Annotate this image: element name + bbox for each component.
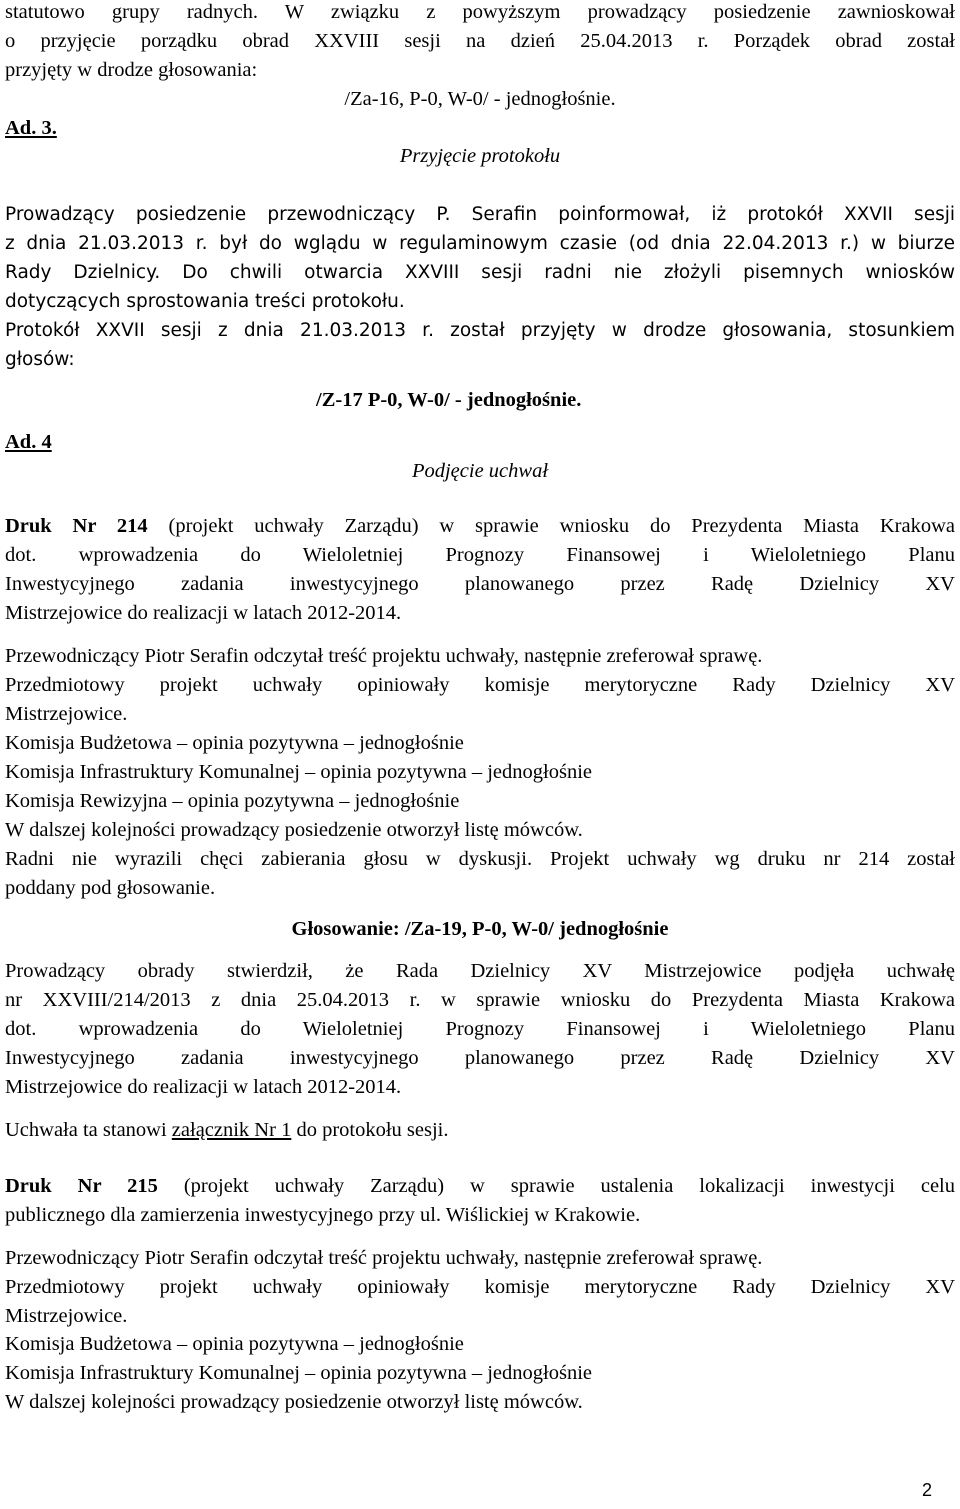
vote-result: /Z-17 P-0, W-0/ - jednogłośnie. — [316, 389, 582, 411]
text-span: do protokołu sesji. — [291, 1119, 449, 1141]
text-span: Uchwała ta stanowi — [5, 1119, 172, 1141]
section-heading-ad-3: Ad. 3. — [5, 117, 57, 139]
page-number: 2 — [921, 1480, 932, 1500]
druk-description: (projekt uchwały Zarządu) w sprawie wniosku do Prezydenta Miasta Krakowa — [147, 515, 955, 537]
paragraph-line — [5, 512, 955, 541]
paragraph-line: Protokół XXVII sesji z dnia 21.03.2013 r. został przyjęty w drodze głosowania, stosunkiem — [5, 320, 955, 341]
vote-result: Głosowanie: /Za-19, P-0, W-0/ jednogłośnie — [291, 918, 669, 940]
paragraph-line: statutowo grupy radnych. W związku z powyższym prowadzący posiedzenie zawnioskował — [5, 1, 955, 23]
paragraph-line — [5, 1116, 955, 1145]
paragraph-line: Inwestycyjnego zadania inwestycyjnego planowanego przez Radę Dzielnicy XV — [5, 573, 955, 595]
paragraph-line: Przedmiotowy projekt uchwały opiniowały komisje merytoryczne Rady Dzielnicy XV — [5, 1276, 955, 1298]
section-title: Podjęcie uchwał — [411, 460, 549, 482]
druk-number: Druk Nr 214 — [5, 515, 148, 537]
paragraph-line: głosów: — [5, 349, 75, 370]
paragraph-line: poddany pod głosowanie. — [5, 877, 216, 899]
commission-opinion: Komisja Budżetowa – opinia pozytywna – jednogłośnie — [5, 1333, 464, 1355]
paragraph-line: o przyjęcie porządku obrad XXVIII sesji na dzień 25.04.2013 r. Porządek obrad został — [5, 30, 955, 52]
paragraph-line: Przedmiotowy projekt uchwały opiniowały komisje merytoryczne Rady Dzielnicy XV — [5, 674, 955, 696]
attachment-reference: załącznik Nr 1 — [171, 1119, 292, 1141]
commission-opinion: Komisja Budżetowa – opinia pozytywna – jednogłośnie — [5, 732, 464, 754]
paragraph-line: dot. wprowadzenia do Wieloletniej Prognozy Finansowej i Wieloletniego Planu — [5, 544, 955, 566]
commission-opinion: Komisja Infrastruktury Komunalnej – opinia pozytywna – jednogłośnie — [5, 1362, 592, 1384]
paragraph-line: Prowadzący posiedzenie przewodniczący P. Serafin poinformował, iż protokół XXVII sesji — [5, 204, 955, 225]
paragraph-line: Mistrzejowice do realizacji w latach 2012-2014. — [5, 602, 402, 624]
paragraph-line: Mistrzejowice do realizacji w latach 2012-2014. — [5, 1076, 402, 1098]
paragraph-line: Inwestycyjnego zadania inwestycyjnego planowanego przez Radę Dzielnicy XV — [5, 1047, 955, 1069]
paragraph-line — [5, 1172, 955, 1201]
paragraph-line: przyjęty w drodze głosowania: — [5, 59, 258, 81]
paragraph-line: W dalszej kolejności prowadzący posiedzenie otworzył listę mówców. — [5, 1391, 583, 1413]
section-heading-ad-4: Ad. 4 — [5, 431, 52, 453]
paragraph-line: dotyczących sprostowania treści protokołu. — [5, 291, 405, 312]
vote-result: /Za-16, P-0, W-0/ - jednogłośnie. — [344, 88, 616, 110]
paragraph-line: Mistrzejowice. — [5, 703, 128, 725]
paragraph-line: W dalszej kolejności prowadzący posiedzenie otworzył listę mówców. — [5, 819, 583, 841]
paragraph-line: dot. wprowadzenia do Wieloletniej Prognozy Finansowej i Wieloletniego Planu — [5, 1018, 955, 1040]
druk-description: (projekt uchwały Zarządu) w sprawie ustalenia lokalizacji inwestycji celu — [157, 1175, 955, 1197]
paragraph-line: Przewodniczący Piotr Serafin odczytał treść projektu uchwały, następnie zreferował sprawę. — [5, 1247, 763, 1269]
druk-number: Druk Nr 215 — [5, 1175, 158, 1197]
commission-opinion: Komisja Infrastruktury Komunalnej – opinia pozytywna – jednogłośnie — [5, 761, 592, 783]
paragraph-line: nr XXVIII/214/2013 z dnia 25.04.2013 r. w sprawie wniosku do Prezydenta Miasta Krakowa — [5, 989, 955, 1011]
paragraph-line: Rady Dzielnicy. Do chwili otwarcia XXVIII sesji radni nie złożyli pisemnych wniosków — [5, 262, 955, 283]
commission-opinion: Komisja Rewizyjna – opinia pozytywna – jednogłośnie — [5, 790, 460, 812]
paragraph-line: Przewodniczący Piotr Serafin odczytał treść projektu uchwały, następnie zreferował sprawę. — [5, 645, 763, 667]
paragraph-line: Radni nie wyrazili chęci zabierania głosu w dyskusji. Projekt uchwały wg druku nr 214 został — [5, 848, 955, 870]
paragraph-line: z dnia 21.03.2013 r. był do wglądu w regulaminowym czasie (od dnia 22.04.2013 r.) w biurze — [5, 233, 955, 254]
paragraph-line: Prowadzący obrady stwierdził, że Rada Dzielnicy XV Mistrzejowice podjęła uchwałę — [5, 960, 955, 982]
paragraph-line: publicznego dla zamierzenia inwestycyjnego przy ul. Wiślickiej w Krakowie. — [5, 1204, 641, 1226]
paragraph-line: Mistrzejowice. — [5, 1305, 128, 1327]
section-title: Przyjęcie protokołu — [399, 145, 561, 167]
